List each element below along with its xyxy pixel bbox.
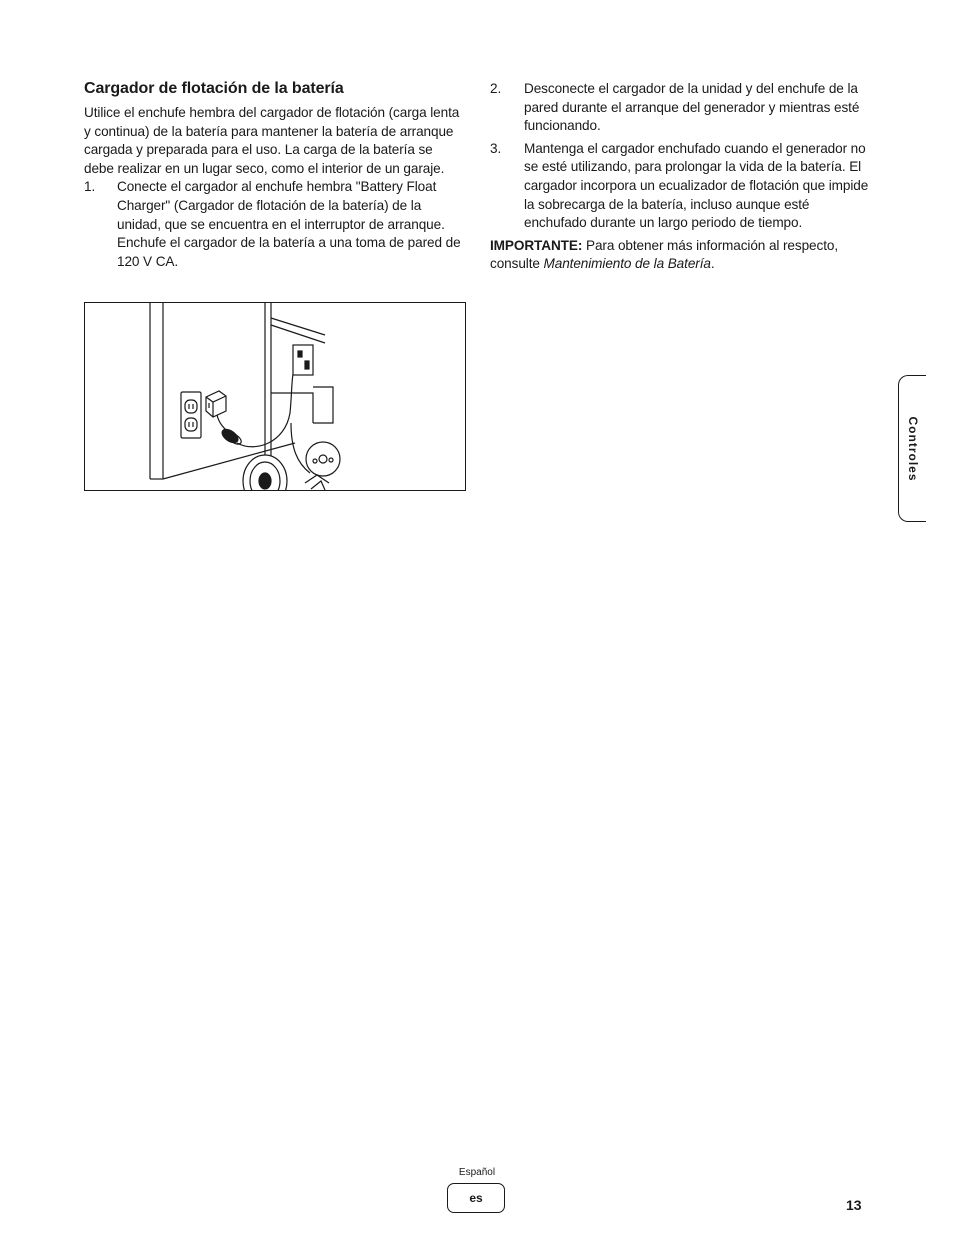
section-heading: Cargador de flotación de la batería (84, 80, 344, 97)
step-number: 1. (84, 179, 96, 195)
step-item (84, 178, 466, 271)
important-end: . (710, 256, 715, 272)
left-column (84, 80, 466, 271)
step-text: Desconecte el cargador de la unidad y del enchufe de la pared durante el arranque del generador y mientras esté funcionando. (524, 81, 860, 134)
important-label: IMPORTANTE: (490, 237, 583, 253)
step-item (490, 140, 872, 233)
step-item (490, 80, 872, 136)
language-label: Español (458, 1167, 496, 1178)
right-column (490, 80, 872, 288)
battery-charger-figure (84, 302, 466, 491)
language-badge: es (447, 1183, 505, 1213)
intro-paragraph: Utilice el enchufe hembra del cargador de flotación (carga lenta y continua) de la batería para mantener la batería de arranque cargada y preparada para el uso. La carga de la batería se debe realizar en un lugar seco, como el interior de un garaje. (84, 105, 460, 176)
step-number: 2. (490, 81, 502, 96)
step-text: Conecte el cargador al enchufe hembra "Battery Float Charger" (Cargador de flotación de la batería) de la unidad, que se encuentra en el interruptor de arranque. Enchufe el cargador de la batería a una toma de pared de 120 V CA. (117, 179, 461, 269)
important-note (490, 237, 872, 274)
step-number: 3. (490, 140, 502, 156)
section-side-tab (898, 375, 926, 522)
side-tab-label: Controles (905, 415, 920, 482)
page-number: 13 (846, 1197, 862, 1213)
steps-list-left (84, 178, 466, 271)
manual-reference: Mantenimiento de la Batería (543, 256, 711, 272)
important-text: Para obtener más información al respecto, consulte (490, 237, 839, 272)
step-text: Mantenga el cargador enchufado cuando el generador no se esté utilizando, para prolongar la vida de la batería. El cargador incorpora un ecualizador de flotación que impide la sobrecarga de la batería, incluso aunque esté enchufado durante un largo periodo de tiempo. (524, 140, 869, 231)
steps-list-right (490, 80, 872, 233)
battery-charger-illustration-icon (85, 303, 465, 490)
